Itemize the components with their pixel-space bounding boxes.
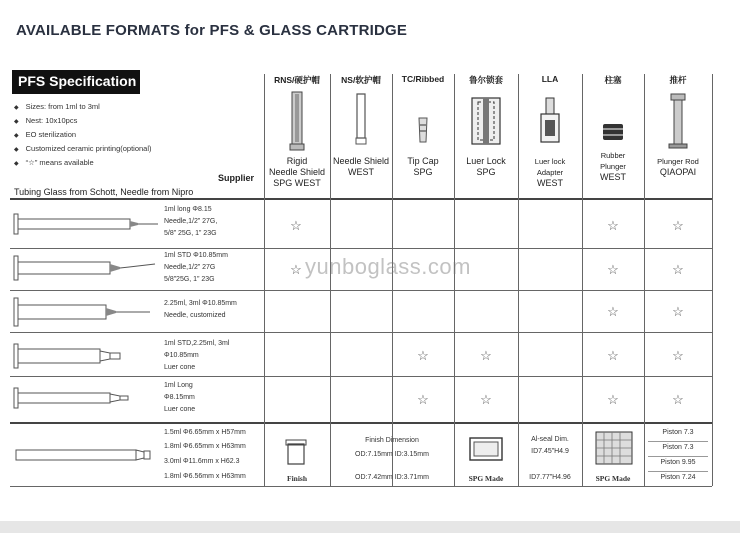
finish-dimension-2: OD:7.42mm ID:3.71mm [355,474,429,481]
soft-needle-shield-icon [350,88,372,154]
availability-star: ☆ [607,262,619,277]
row-line: Φ10.85mm [164,352,199,359]
availability-star: ☆ [672,262,684,277]
al-seal-title: Al-seal Dim. [531,436,569,443]
availability-star: ☆ [672,218,684,233]
column-plunger [582,74,644,183]
column-head: LLA [541,74,559,84]
finish-label: Finish [286,474,307,483]
piston-size: Piston 9.95 [660,459,696,466]
column-divider [454,74,455,486]
row-divider [10,248,712,249]
column-divider [518,74,519,486]
column-head: 鲁尔锁套 [468,75,503,85]
spec-bullets [14,102,152,172]
luer-lock-icon [466,88,506,154]
row-line: 1ml long Φ8.15 [164,206,212,213]
column-line3: WEST [348,167,374,177]
availability-star: ☆ [480,348,492,363]
row-divider [10,332,712,333]
availability-star: ☆ [417,392,429,407]
row-divider [10,376,712,377]
row-line: Luer cone [164,406,196,413]
header-rule [10,198,712,200]
al-seal-dim-2: ID7.77”H4.96 [529,474,571,481]
syringe-luer-cone-std-icon [10,338,160,374]
row-3-spec [164,298,237,322]
column-divider [392,74,393,486]
row-line: Needle,1/2” 27G, [164,218,218,225]
availability-star: ☆ [417,348,429,363]
supplier-label: Supplier [218,173,255,183]
column-ns [330,74,392,178]
row-line: 5/8”25G, 1” 23G [164,276,215,283]
column-line2: Luer Lock [466,156,506,166]
bullet-printing: ◆ Customized ceramic printing(optional) [14,144,152,158]
availability-star: ☆ [607,392,619,407]
glass-cartridge-icon [10,440,160,470]
bullet-star-meaning: ◆ “☆” means available [14,158,152,172]
row-2-spec [164,250,228,286]
column-line2: Tip Cap [407,156,439,166]
column-rns [264,74,330,189]
availability-star: ☆ [672,304,684,319]
availability-star: ☆ [607,218,619,233]
piston-divider [648,441,708,442]
row-line: Luer cone [164,364,196,371]
column-line1: Luer lock [534,157,566,166]
page-title: AVAILABLE FORMATS for PFS & GLASS CARTRIDGE [16,22,408,39]
column-plunger-rod [644,74,712,178]
row-5-spec [164,380,195,416]
column-head: 推杆 [669,75,687,85]
row-divider [10,290,712,291]
finish-icon [284,436,308,466]
row-line: 2.25ml, 3ml Φ10.85mm [164,300,237,307]
column-line2: Needle Shield [332,156,390,166]
availability-star: ☆ [672,348,684,363]
column-line3: SPG [476,167,496,177]
syringe-1ml-long-icon [10,204,160,244]
column-line2: Needle Shield [268,167,326,177]
spg-made-label: SPG Made [468,474,504,483]
tip-cap-icon [412,88,434,154]
column-line2: Plunger Rod [657,157,699,166]
row-line: 1ml Long [164,382,193,389]
syringe-luer-cone-long-icon [10,380,160,416]
bullet-nest: ◆ Nest: 10x10pcs [14,116,152,130]
column-divider [582,74,583,486]
spec-heading: PFS Specification [12,70,140,94]
column-line2: Plunger [600,162,626,171]
availability-star: ☆ [607,304,619,319]
piston-size: Piston 7.3 [662,429,694,436]
finish-dimension-title: Finish Dimension [365,437,419,444]
column-head: 柱塞 [604,75,622,85]
column-divider [264,74,265,486]
piston-divider [648,471,708,472]
footer-bar [0,521,740,533]
cartridge-size: 3.0ml Φ11.6mm x H62.3 [164,458,240,465]
cartridge-size: 1.8ml Φ6.56mm x H63mm [164,473,246,480]
column-line1: Rigid [286,156,308,166]
piston-size: Piston 7.24 [660,474,696,481]
cartridge-size: 1.8ml Φ6.65mm x H63mm [164,443,246,450]
column-line3: WEST [600,172,626,182]
column-line1: Rubber [600,151,626,160]
column-head: RNS/硬护帽 [274,75,320,85]
column-luer-lock [454,74,518,178]
availability-star: ☆ [607,348,619,363]
plunger-rod-icon [663,88,693,154]
column-head: TC/Ribbed [401,74,445,84]
column-line3: WEST [537,178,563,188]
section-rule [10,422,712,424]
availability-star: ☆ [290,262,302,277]
column-lla [518,74,582,189]
column-divider [330,74,331,486]
row-line: 5/8” 25G, 1” 23G [164,230,217,237]
cartridge-size: 1.5ml Φ6.65mm x H57mm [164,429,246,436]
column-divider [644,74,645,486]
bullet-sterilization: ◆ EO sterilization [14,130,152,144]
al-seal-dim-1: ID7.45”H4.9 [531,448,569,455]
column-line3: SPG WEST [273,178,321,188]
row-line: Φ8.15mm [164,394,195,401]
rigid-needle-shield-icon [286,88,308,154]
column-line3: QIAOPAI [659,167,697,177]
row-1-spec [164,204,217,240]
bottom-rule [10,486,712,487]
column-divider [712,74,713,486]
availability-star: ☆ [290,218,302,233]
spg-seal-icon [466,434,506,464]
row-4-spec [164,338,229,374]
column-tc [392,74,454,178]
column-line3: SPG [413,167,433,177]
syringe-1ml-std-icon [10,250,160,286]
availability-star: ☆ [672,392,684,407]
row-line: 1ml STD,2.25ml, 3ml [164,340,230,347]
finish-dimension-1: OD:7.15mm ID:3.15mm [355,451,429,458]
piston-size: Piston 7.3 [662,444,694,451]
row-line: Needle,1/2” 27G [164,264,216,271]
bullet-sizes: ◆ Sizes: from 1ml to 3ml [14,102,152,116]
column-head: NS/软护帽 [341,75,381,85]
syringe-2-25ml-icon [10,294,160,330]
rubber-plunger-icon [598,88,628,148]
tubing-label: Tubing Glass from Schott, Needle from Nipro [14,187,194,197]
row-line: 1ml STD Φ10.85mm [164,252,228,259]
luer-lock-adapter-icon [535,88,565,154]
piston-divider [648,456,708,457]
watermark: yunboglass.com [305,254,471,279]
column-line2: Adapter [536,168,564,177]
rubber-disc-icon [594,430,634,466]
availability-star: ☆ [480,392,492,407]
spg-made-label: SPG Made [595,474,631,483]
row-line: Needle, customized [164,312,226,319]
